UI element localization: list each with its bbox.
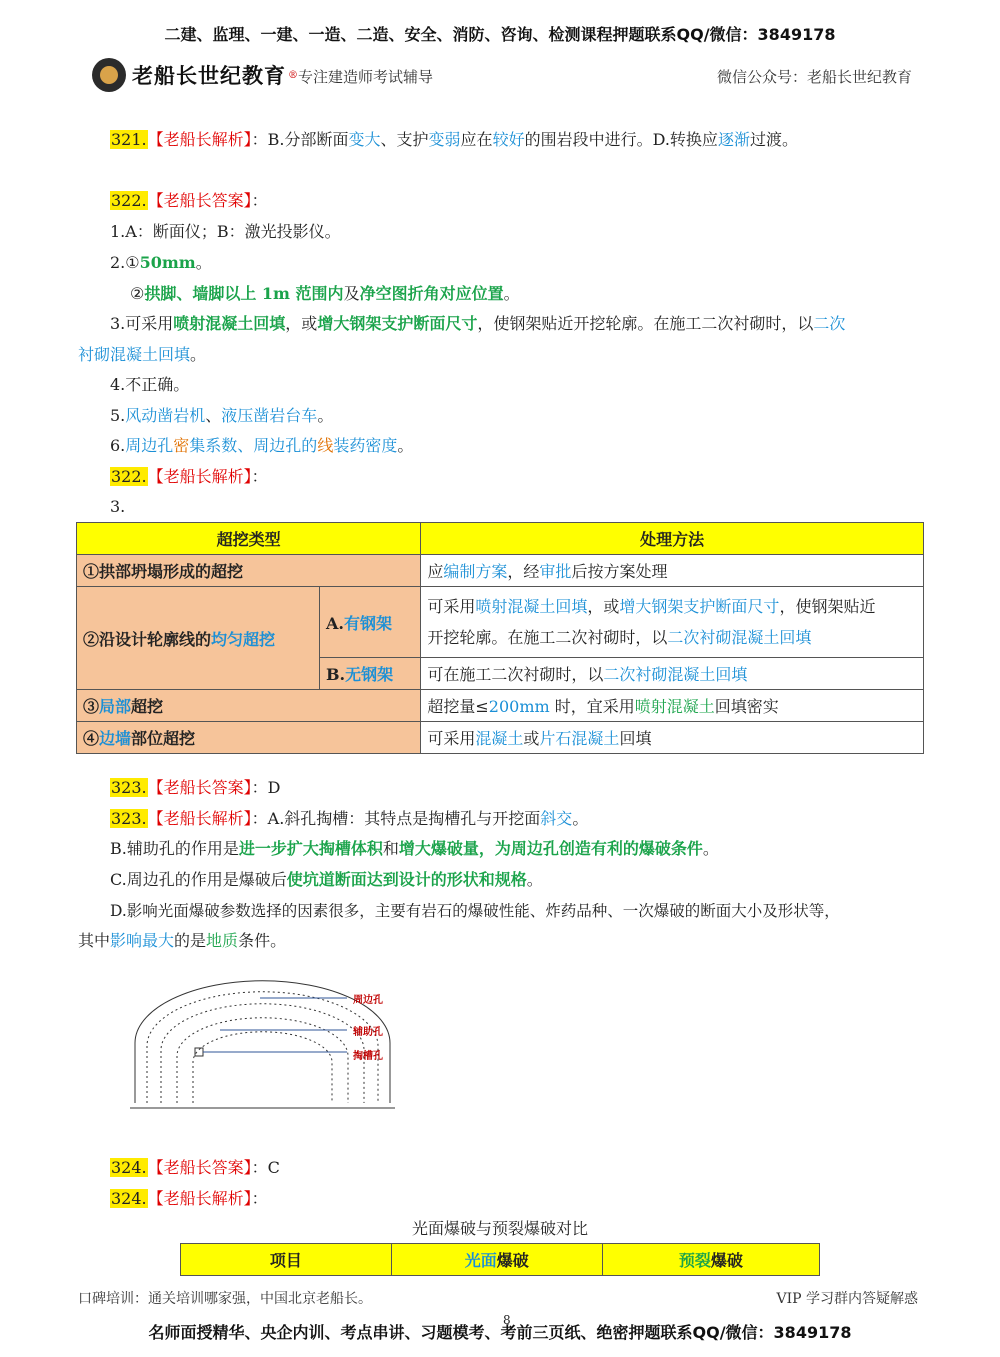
type-cell bbox=[77, 555, 421, 587]
highlight: 斜交 bbox=[540, 809, 573, 828]
method-cell bbox=[421, 555, 924, 587]
q323-answer bbox=[110, 777, 280, 799]
highlight: 无钢架 bbox=[345, 665, 394, 684]
highlight: 二次 bbox=[813, 314, 846, 333]
text: 部位超挖 bbox=[131, 729, 196, 748]
q323-analysis bbox=[110, 808, 588, 830]
subtype-cell bbox=[320, 587, 421, 658]
highlight: 影响最大 bbox=[110, 931, 175, 950]
highlight: 局部 bbox=[99, 697, 132, 716]
highlight: 增大爆破量，为周边孔创造有利的爆破条件 bbox=[398, 839, 703, 858]
highlight: 变弱 bbox=[428, 130, 461, 149]
table-row bbox=[77, 722, 924, 754]
q322-line-5 bbox=[78, 344, 206, 366]
q-number: 322. bbox=[111, 191, 147, 210]
text: 开挖轮廓。在施工二次衬砌时，以 bbox=[427, 628, 668, 647]
table-row bbox=[77, 555, 924, 587]
analysis-tag: 【老船长解析】 bbox=[147, 809, 252, 828]
highlight: 片石混凝土 bbox=[539, 729, 620, 748]
highlight: 变大 bbox=[348, 130, 381, 149]
highlight: 净空图折角对应位置 bbox=[359, 284, 504, 303]
text: 后按方案处理 bbox=[571, 562, 668, 581]
overbreak-table bbox=[76, 522, 924, 754]
blast-hole-diagram bbox=[125, 968, 415, 1118]
footer-right: VIP 学习群内答疑解惑 bbox=[776, 1291, 918, 1307]
logo-text: 老船长世纪教育 bbox=[132, 64, 286, 88]
highlight: 逐渐 bbox=[717, 130, 750, 149]
blasting-comparison-table bbox=[180, 1243, 820, 1276]
q322-line-1: 1.A：断面仪；B：激光投影仪。 bbox=[110, 222, 341, 241]
method-cell bbox=[421, 587, 924, 658]
q322-analysis-line-1: 3. bbox=[110, 497, 126, 516]
highlight: 集系数、周边孔的 bbox=[189, 436, 318, 455]
highlight: 线 bbox=[317, 436, 334, 455]
text: ： bbox=[251, 1189, 268, 1208]
text: 应 bbox=[427, 562, 444, 581]
highlight: 进一步扩大掏槽体积 bbox=[238, 839, 383, 858]
highlight: 地质 bbox=[206, 931, 239, 950]
wechat-account: 微信公众号：老船长世纪教育 bbox=[716, 68, 912, 86]
highlight: 喷射混凝土回填 bbox=[173, 314, 286, 333]
highlight: 均匀超挖 bbox=[211, 629, 276, 649]
highlight: 喷射混凝土回填 bbox=[475, 597, 588, 616]
text: C.周边孔的作用是爆破后 bbox=[110, 870, 287, 889]
highlight: 装药密度 bbox=[333, 436, 398, 455]
text: ①拱部 bbox=[83, 562, 132, 581]
text: ： bbox=[251, 467, 268, 486]
text: 可在施工二次衬砌时，以 bbox=[427, 665, 604, 684]
text: ③ bbox=[83, 697, 100, 716]
table-caption: 光面爆破与预裂爆破对比 bbox=[411, 1219, 588, 1238]
method-cell bbox=[421, 690, 924, 722]
table-row bbox=[77, 587, 924, 658]
text: 爆破 bbox=[710, 1251, 743, 1270]
text: 时，宜采用 bbox=[549, 697, 635, 716]
q322-answer-heading bbox=[110, 190, 268, 212]
header-presplit-blasting bbox=[602, 1244, 819, 1276]
q-number: 322. bbox=[111, 467, 147, 486]
text: 5. bbox=[110, 406, 126, 425]
text: 。 bbox=[317, 406, 334, 425]
highlight: 增大钢架支护断面尺寸 bbox=[619, 597, 780, 616]
top-banner: 二建、监理、一建、一造、二造、安全、消防、咨询、检测课程押题联系QQ/微信：3849178 bbox=[164, 25, 836, 44]
table-header-row bbox=[77, 523, 924, 555]
text: 应在 bbox=[460, 130, 493, 149]
text: ：A.斜孔掏槽：其特点是掏槽孔与开挖面 bbox=[251, 809, 541, 828]
text: 回填 bbox=[619, 729, 652, 748]
answer-value: ：D bbox=[251, 778, 281, 797]
highlight: 密 bbox=[173, 436, 190, 455]
text: ，经 bbox=[507, 562, 540, 581]
highlight: 边墙 bbox=[99, 729, 132, 748]
q322-line-6: 4.不正确。 bbox=[110, 375, 190, 394]
highlight: 二次衬砌混凝土回填 bbox=[603, 665, 748, 684]
highlight: 衬砌混凝土回填 bbox=[78, 345, 191, 364]
text: B.辅助孔的作用是 bbox=[110, 839, 239, 858]
text: B. bbox=[326, 665, 346, 684]
q-number: 323. bbox=[111, 809, 147, 828]
highlight: 喷射混凝土 bbox=[634, 697, 715, 716]
answer-tag: 【老船长答案】 bbox=[147, 778, 252, 797]
text: 。 bbox=[572, 809, 589, 828]
analysis-tag: 【老船长解析】 bbox=[147, 467, 252, 486]
analysis-tag: 【老船长解析】 bbox=[147, 1189, 252, 1208]
text: 。 bbox=[397, 436, 414, 455]
highlight: 风动凿岩机 bbox=[125, 406, 206, 425]
q323-line-e bbox=[78, 930, 286, 952]
answer-tag: 【老船长答案】 bbox=[147, 1158, 252, 1177]
text: ④ bbox=[83, 729, 100, 748]
q324-answer bbox=[110, 1157, 280, 1179]
text: 、支护 bbox=[380, 130, 429, 149]
text: 、 bbox=[205, 406, 222, 425]
text: A. bbox=[326, 613, 344, 633]
cut-hole-label: 掏槽孔 bbox=[353, 1051, 383, 1062]
text: 坍塌形成的超挖 bbox=[131, 562, 244, 581]
text: 或 bbox=[523, 729, 540, 748]
type-cell bbox=[77, 587, 320, 690]
highlight: 审批 bbox=[539, 562, 572, 581]
highlight: 编制方案 bbox=[443, 562, 508, 581]
q322-analysis-heading bbox=[110, 466, 268, 488]
highlight: 200mm bbox=[488, 697, 550, 716]
registered-mark: ® bbox=[288, 69, 298, 81]
text: 2.① bbox=[110, 253, 140, 272]
text: ：B.分部断面 bbox=[251, 130, 349, 149]
text: 。 bbox=[526, 870, 543, 889]
text: ，或 bbox=[285, 314, 318, 333]
perimeter-hole-label: 周边孔 bbox=[353, 995, 383, 1006]
footer-left: 口碑培训：通关培训哪家强，中国北京老船长。 bbox=[78, 1291, 372, 1307]
tagline: 专注建造师考试辅导 bbox=[298, 68, 434, 86]
highlight: 拱脚、墙脚以上 1m 范围内 bbox=[144, 284, 344, 303]
q322-line-4 bbox=[110, 313, 845, 335]
analysis-tag: 【老船长解析】 bbox=[147, 130, 252, 149]
q-number: 321. bbox=[111, 130, 147, 149]
highlight: 光面 bbox=[464, 1251, 497, 1270]
text: 爆破 bbox=[496, 1251, 529, 1270]
text: 。 bbox=[190, 345, 207, 364]
text: ，或 bbox=[587, 597, 620, 616]
highlight: 有钢架 bbox=[343, 613, 392, 633]
header-smooth-blasting bbox=[391, 1244, 602, 1276]
q324-analysis-heading bbox=[110, 1188, 268, 1210]
type-cell bbox=[77, 690, 421, 722]
bottom-banner: 名师面授精华、央企内训、考点串讲、习题模考、考前三页纸、绝密押题联系QQ/微信：3849178 bbox=[148, 1323, 852, 1342]
text: 其中 bbox=[78, 931, 111, 950]
q-number: 324. bbox=[111, 1158, 147, 1177]
auxiliary-hole-label: 辅助孔 bbox=[353, 1027, 383, 1038]
ship-wheel-icon bbox=[92, 58, 126, 92]
text: 的围岩段中进行。D.转换应 bbox=[524, 130, 718, 149]
header-item: 项目 bbox=[181, 1244, 392, 1276]
method-cell bbox=[421, 658, 924, 690]
type-cell bbox=[77, 722, 421, 754]
text: 及 bbox=[343, 284, 360, 303]
highlight: 混凝土 bbox=[475, 729, 524, 748]
text: 6. bbox=[110, 436, 126, 455]
highlight: 使坑道断面达到设计的形状和规格 bbox=[286, 870, 527, 889]
table-header-row bbox=[181, 1244, 820, 1276]
text: ，使钢架贴近开挖轮廓。在施工二次衬砌时，以 bbox=[477, 314, 814, 333]
text: 的是 bbox=[174, 931, 207, 950]
q321-analysis bbox=[110, 129, 798, 151]
text: ，使钢架贴近 bbox=[779, 597, 876, 616]
highlight: 二次衬砌混凝土回填 bbox=[667, 628, 812, 647]
text: 。 bbox=[702, 839, 719, 858]
highlight: 预裂 bbox=[678, 1251, 711, 1270]
text: 。 bbox=[195, 253, 212, 272]
text: 。 bbox=[503, 284, 520, 303]
q322-line-2 bbox=[110, 252, 212, 274]
logo bbox=[92, 58, 298, 92]
q-number: 324. bbox=[111, 1189, 147, 1208]
table-row bbox=[77, 690, 924, 722]
text: 3.可采用 bbox=[110, 314, 174, 333]
text: 回填密实 bbox=[714, 697, 779, 716]
text: 条件。 bbox=[238, 931, 287, 950]
text: 可采用 bbox=[427, 729, 476, 748]
answer-value: ：C bbox=[251, 1158, 280, 1177]
header-overbreak-type: 超挖类型 bbox=[77, 523, 421, 555]
highlight: 液压凿岩台车 bbox=[221, 406, 318, 425]
q323-line-b bbox=[110, 838, 719, 860]
q322-line-3 bbox=[130, 283, 520, 305]
page-number: 8 bbox=[503, 1313, 511, 1327]
text: 超挖量≤ bbox=[427, 697, 489, 716]
subtype-cell bbox=[320, 658, 421, 690]
highlight: 较好 bbox=[492, 130, 525, 149]
q-number: 323. bbox=[111, 778, 147, 797]
highlight: 增大钢架支护断面尺寸 bbox=[317, 314, 478, 333]
header-treatment: 处理方法 bbox=[421, 523, 924, 555]
answer-tag: 【老船长答案】 bbox=[147, 191, 252, 210]
q322-line-7 bbox=[110, 405, 333, 427]
text: 超挖 bbox=[131, 697, 164, 716]
text: 和 bbox=[382, 839, 399, 858]
method-cell bbox=[421, 722, 924, 754]
text: ： bbox=[251, 191, 268, 210]
text: 可采用 bbox=[427, 597, 476, 616]
q323-line-c bbox=[110, 869, 543, 891]
text: ②沿设计轮廓线的 bbox=[83, 629, 212, 649]
text: 过渡。 bbox=[749, 130, 798, 149]
q323-line-d: D.影响光面爆破参数选择的因素很多，主要有岩石的爆破性能、炸药品种、一次爆破的断面大小及形状等， bbox=[110, 902, 840, 920]
text: ② bbox=[130, 284, 145, 303]
highlight: 50mm bbox=[139, 253, 196, 272]
q322-line-8 bbox=[110, 435, 413, 457]
highlight: 周边孔 bbox=[125, 436, 174, 455]
